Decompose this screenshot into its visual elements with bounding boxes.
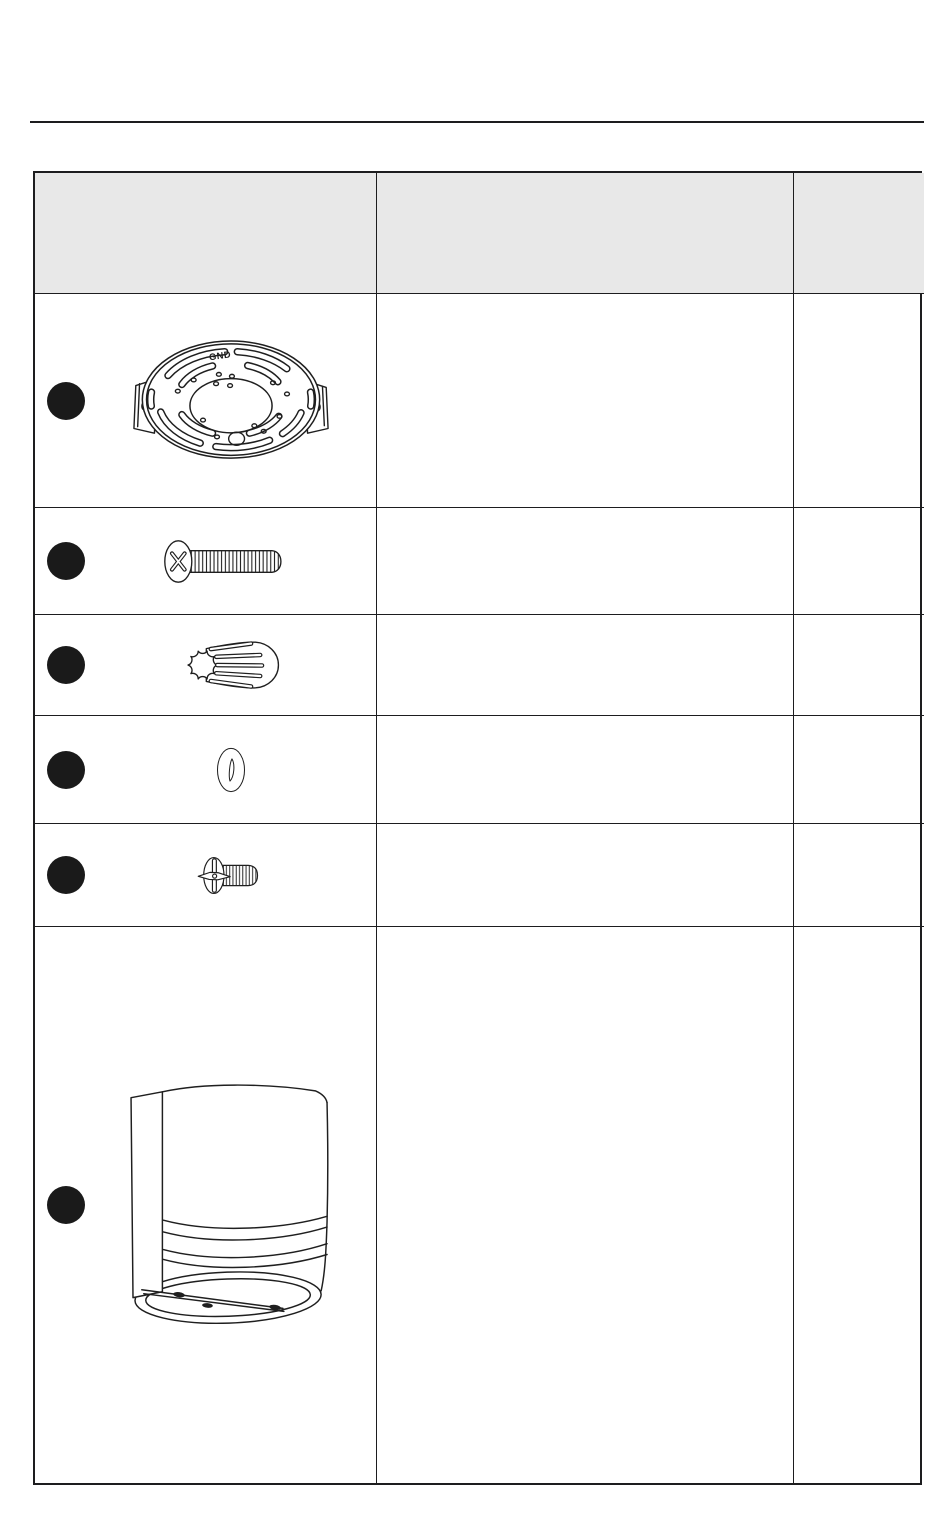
long-machine-screw-illustration <box>85 539 376 584</box>
item-badge-icon <box>47 646 85 684</box>
qty-cell <box>794 615 924 716</box>
description-cell <box>377 508 794 615</box>
header-cell-qty <box>794 173 924 294</box>
description-cell <box>377 716 794 824</box>
description-cell <box>377 294 794 508</box>
wire-nut-illustration <box>85 631 376 700</box>
item-badge-icon <box>47 542 85 580</box>
qty-cell <box>794 508 924 615</box>
short-screw-illustration <box>85 848 376 903</box>
description-cell <box>377 927 794 1483</box>
section-divider-rule <box>30 121 924 123</box>
description-cell <box>377 615 794 716</box>
part-cell-crossbar <box>35 294 377 508</box>
wall-light-fixture-illustration <box>85 1083 376 1328</box>
hardware-parts-table <box>33 171 922 1485</box>
gnd-engraving-label: GND <box>207 349 232 363</box>
qty-cell <box>794 927 924 1483</box>
part-cell-long-screw <box>35 508 377 615</box>
item-badge-icon <box>47 382 85 420</box>
washer-illustration <box>85 743 376 797</box>
part-cell-fixture <box>35 927 377 1483</box>
item-badge-icon <box>47 1186 85 1224</box>
item-badge-icon <box>47 856 85 894</box>
item-badge-icon <box>47 751 85 789</box>
header-cell-description <box>377 173 794 294</box>
part-cell-washer <box>35 716 377 824</box>
description-cell <box>377 824 794 927</box>
header-cell-part <box>35 173 377 294</box>
qty-cell <box>794 294 924 508</box>
part-cell-short-screw <box>35 824 377 927</box>
qty-cell <box>794 716 924 824</box>
part-cell-wire-nut <box>35 615 377 716</box>
qty-cell <box>794 824 924 927</box>
mounting-crossbar-illustration <box>85 321 376 480</box>
